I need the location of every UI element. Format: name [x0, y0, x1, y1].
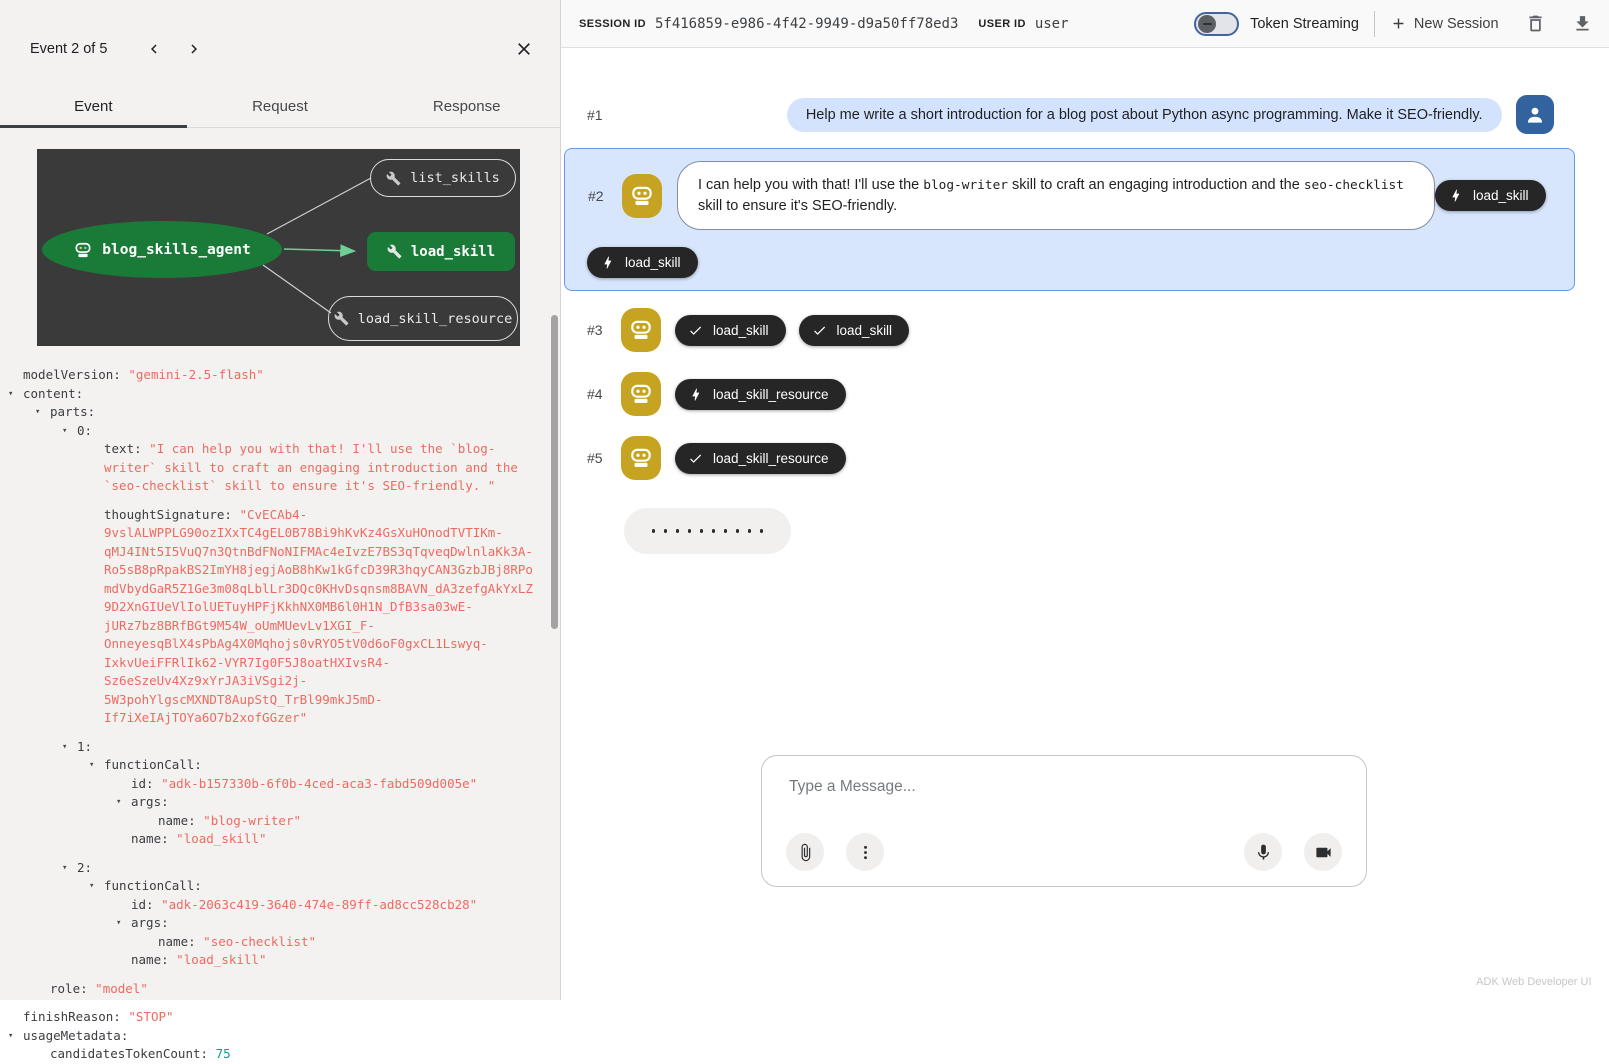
json-key: content:	[23, 385, 84, 401]
session-bar-actions	[1194, 11, 1592, 37]
json-value: "CvECAb4-9vslALWPPLG90ozIXxTC4gEL0B78Bi9hKvKz4GsXuHOnodTVTIKm-qMJ4INt5I5VuQ7n3QtnBdFNoNIFMAc4eIvzE7BS3qTqveqDwlnlaKk3A-Ro5sB8pRpakBS2ImYH8jegjAoB8hKw1kGfcD39R3hqyCAN3GzbJBj8RPomdVbydGaR5Z1Ge3m08qLblLr3DQc0KHvDsqnsm8BAVN_dA3zefgAkYxLZ9D2XnGIUeVlIolUETuyHPFjKkhNX0MB6l0H1N_DfB3sa03wE-jURz7bz8BRfBGt9M54W_oUmMUevLv1XGI_F-OnneyesqBlX4sPbAg4X0Mqhojs0vRYO5tV0d6oF0gxCL1Lswyq-IxkvUeiFFRlIk62-VYR7Ig0F5J8oatHXIvsR4-Sz6eSzeUv4Xz9xYrJA3iVSgi2j-5W3pohYlgscMXNDT8AupStQ_TrBl99mkJ5mD-If7iXeIAjTOYa6O7b2xofGGzer"	[104, 506, 533, 725]
json-value: "STOP"	[128, 1009, 174, 1024]
video-button[interactable]	[1304, 833, 1342, 871]
collapse-caret[interactable]: ▾	[8, 388, 14, 399]
json-tree-line	[23, 366, 538, 385]
typing-indicator-row	[624, 508, 1609, 554]
json-tree-line	[89, 877, 538, 896]
json-tree-line	[104, 440, 538, 496]
attach-file-button[interactable]	[786, 833, 824, 871]
json-value: "load_skill"	[176, 831, 267, 846]
tab-event[interactable]: Event	[74, 98, 113, 115]
json-tree-line	[23, 1008, 538, 1027]
agent-avatar	[621, 436, 661, 480]
json-value: "blog-writer"	[203, 812, 302, 828]
event-number: #1	[587, 106, 603, 123]
json-key: 2:	[77, 859, 93, 875]
json-tree-line	[116, 914, 538, 933]
json-key: functionCall:	[104, 878, 202, 893]
json-tree-line	[116, 793, 538, 812]
chat-row-agent	[561, 372, 1609, 416]
json-tree-line	[131, 896, 538, 915]
active-tab-indicator	[0, 125, 187, 128]
tool-chip-label: load_skill	[1473, 188, 1529, 204]
json-value: "adk-b157330b-6f0b-4ced-aca3-fabd509d005e"	[161, 775, 478, 791]
json-value: "gemini-2.5-flash"	[128, 367, 264, 382]
json-key: text:	[104, 441, 142, 456]
json-key: id:	[131, 896, 154, 912]
wrench-icon	[386, 171, 401, 186]
new-session-button[interactable]: New Session	[1390, 15, 1499, 32]
event-json-tree	[0, 366, 560, 1064]
detail-tabs	[0, 86, 560, 128]
chat-row-user	[561, 95, 1609, 134]
check-icon	[812, 323, 827, 338]
message-input[interactable]	[789, 778, 1339, 818]
more-vert-icon	[856, 843, 875, 862]
collapse-caret[interactable]: ▾	[8, 1030, 14, 1041]
collapse-caret[interactable]: ▾	[35, 407, 41, 417]
agent-message-bubble: I can help you with that! I'll use the blog-writer skill to craft an engaging introduction and the seo-checklist skill to ensure it's SEO-friendly.	[677, 161, 1435, 230]
export-session-button[interactable]	[1572, 13, 1593, 34]
chevron-right-icon	[185, 40, 203, 58]
json-key: functionCall:	[104, 757, 202, 772]
graph-node-load-skill[interactable]: load_skill	[367, 232, 515, 271]
chevron-left-icon	[145, 40, 163, 58]
robot-icon	[73, 240, 93, 260]
agent-graph	[37, 149, 520, 346]
bolt-icon	[1448, 188, 1463, 203]
check-icon	[688, 451, 703, 466]
selected-event-row[interactable]	[564, 148, 1575, 291]
json-value: "load_skill"	[176, 952, 267, 967]
wrench-icon	[334, 311, 349, 326]
json-key: name:	[158, 812, 196, 828]
close-panel-button[interactable]	[510, 35, 538, 63]
robot-icon	[628, 381, 654, 407]
chat-row-agent	[561, 308, 1609, 352]
tool-chip-label: load_skill_resource	[713, 450, 829, 466]
tool-chip-load_skill_resource[interactable]	[675, 443, 846, 474]
collapse-caret[interactable]: ▾	[62, 425, 68, 436]
app-watermark: ADK Web Developer UI	[1476, 976, 1592, 988]
tool-chip-label: load_skill	[713, 322, 769, 338]
json-key: modelVersion:	[23, 367, 121, 382]
event-pager	[30, 34, 538, 64]
agent-avatar	[621, 308, 661, 352]
event-number: #5	[587, 450, 603, 467]
json-key: name:	[131, 831, 169, 846]
event-pager-title: Event 2 of 5	[30, 41, 108, 57]
wrench-icon	[387, 244, 402, 259]
tool-chip-load_skill[interactable]	[799, 315, 910, 346]
json-key: thoughtSignature:	[104, 506, 232, 522]
json-key: args:	[131, 794, 169, 809]
json-tree-line	[62, 422, 538, 441]
graph-node-load-skill-resource[interactable]: load_skill_resource	[328, 296, 518, 341]
json-tree-line	[50, 1045, 538, 1064]
mic-icon	[1254, 843, 1273, 862]
json-key: role:	[50, 980, 88, 996]
json-tree-line	[8, 385, 538, 404]
json-key: finishReason:	[23, 1009, 121, 1024]
tool-chip-label: load_skill	[836, 322, 893, 338]
collapse-caret[interactable]: ▾	[62, 741, 68, 752]
event-number: #4	[587, 386, 603, 403]
json-key: name:	[131, 952, 169, 967]
json-key: usageMetadata:	[23, 1027, 129, 1043]
json-tree-line	[8, 1027, 538, 1046]
agent-avatar	[621, 372, 661, 416]
previous-event-button[interactable]	[141, 36, 167, 62]
robot-icon	[628, 445, 654, 471]
graph-node-agent[interactable]: blog_skills_agent	[42, 221, 282, 278]
user-id-label: USER ID	[978, 17, 1026, 30]
tool-chip-load_skill[interactable]	[675, 315, 786, 346]
collapse-caret[interactable]: ▾	[116, 918, 122, 928]
json-tree-line	[62, 859, 538, 878]
json-tree-line	[158, 812, 538, 831]
json-value: "I can help you with that! I'll use the `blog-writer` skill to craft an engaging introduction and the `seo-checklist` skill to ensure it's SEO-friendly. "	[104, 441, 518, 493]
person-icon	[1523, 103, 1547, 127]
composer-actions	[786, 833, 1342, 871]
collapse-caret[interactable]: ▾	[89, 760, 95, 770]
plus-icon	[1390, 15, 1407, 32]
session-bar	[561, 0, 1609, 48]
token-streaming-label: Token Streaming	[1250, 15, 1359, 32]
check-icon	[688, 323, 703, 338]
chat-row-agent	[561, 436, 1609, 480]
delete-session-button[interactable]	[1525, 13, 1546, 34]
tool-chip-label: load_skill_resource	[713, 386, 829, 402]
token-streaming-toggle[interactable]	[1194, 12, 1239, 36]
json-key: args:	[131, 915, 169, 930]
json-key: candidatesTokenCount:	[50, 1046, 209, 1061]
collapse-caret[interactable]: ▾	[89, 881, 95, 891]
trash-icon	[1525, 13, 1546, 34]
tool-chip-load_skill_resource[interactable]	[675, 379, 846, 410]
videocam-icon	[1314, 843, 1333, 862]
event-detail-panel	[0, 0, 561, 1061]
bolt-icon	[688, 387, 703, 402]
graph-node-list-skills[interactable]: list_skills	[370, 159, 516, 197]
user-avatar	[1516, 95, 1554, 134]
json-key: 1:	[77, 738, 93, 754]
json-value: 75	[215, 1046, 231, 1061]
json-tree-line	[62, 738, 538, 757]
json-tree-line	[131, 951, 538, 970]
json-tree-line	[158, 933, 538, 952]
tab-request[interactable]: Request	[252, 98, 308, 115]
session-id-value: 5f416859-e986-4f42-9949-d9a50ff78ed3	[654, 15, 959, 32]
json-tree-line	[89, 756, 538, 775]
toggle-knob	[1198, 15, 1216, 33]
json-value: "adk-2063c419-3640-474e-89ff-ad8cc528cb28"	[161, 896, 478, 912]
robot-icon	[629, 183, 655, 209]
close-icon	[514, 39, 534, 59]
typing-indicator	[624, 508, 791, 554]
tab-response[interactable]: Response	[432, 98, 501, 115]
user-id-value: user	[1034, 15, 1069, 32]
paperclip-icon	[796, 843, 815, 862]
robot-icon	[628, 317, 654, 343]
message-composer	[761, 755, 1367, 887]
divider	[1374, 11, 1375, 37]
chat-panel	[561, 0, 1609, 1000]
user-message-bubble: Help me write a short introduction for a blog post about Python async programming. Make it SEO-friendly.	[787, 98, 1502, 132]
json-tree-line	[131, 830, 538, 849]
event-number: #3	[587, 322, 603, 339]
json-key: parts:	[50, 404, 96, 419]
json-tree-line	[104, 506, 538, 728]
session-id-label: SESSION ID	[579, 17, 646, 30]
json-key: 0:	[77, 422, 93, 438]
microphone-button[interactable]	[1244, 833, 1282, 871]
json-value: "model"	[95, 980, 148, 996]
more-options-button[interactable]	[846, 833, 884, 871]
scrollbar-thumb[interactable]	[551, 315, 558, 629]
collapse-caret[interactable]: ▾	[116, 797, 122, 807]
bolt-icon	[600, 255, 615, 270]
json-tree-line	[131, 775, 538, 794]
event-number: #2	[588, 187, 604, 204]
tool-chip-load_skill[interactable]	[587, 247, 698, 278]
json-tree-line	[35, 403, 538, 422]
json-tree-line	[50, 980, 538, 999]
collapse-caret[interactable]: ▾	[62, 862, 68, 873]
json-key: id:	[131, 775, 154, 791]
tool-chip-load_skill[interactable]	[1435, 180, 1546, 211]
json-key: name:	[158, 933, 196, 949]
tool-chip-label: load_skill	[625, 255, 681, 271]
agent-avatar	[622, 174, 662, 218]
json-value: "seo-checklist"	[203, 933, 317, 949]
download-icon	[1572, 13, 1593, 34]
next-event-button[interactable]	[181, 36, 207, 62]
